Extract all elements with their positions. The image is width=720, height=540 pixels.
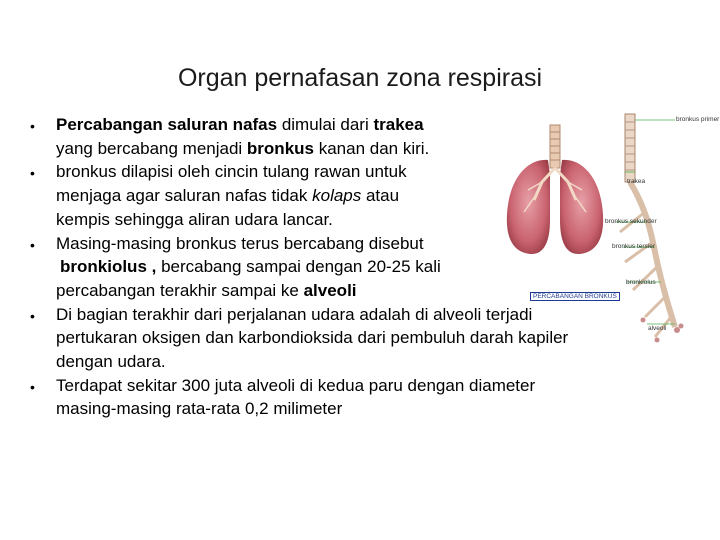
bullet-marker: •	[30, 307, 35, 324]
text-segment: Masing-masing bronkus terus bercabang disebut	[56, 233, 424, 253]
bullet-marker: •	[30, 378, 35, 395]
text-segment: Di bagian terakhir dari perjalanan udara adalah di alveoli terjadi	[56, 304, 533, 324]
text-segment: yang bercabang menjadi	[56, 138, 247, 158]
bullet-marker: •	[30, 118, 35, 134]
text-segment: dengan udara.	[56, 352, 166, 371]
text-segment: bronkus dilapisi oleh cincin tulang rawan untuk	[56, 162, 407, 182]
figure-caption: PERCABANGAN BRONKUS	[530, 292, 620, 301]
bullet-text-line	[56, 139, 429, 159]
bullet-text-line	[56, 328, 568, 348]
bullet-text-line	[56, 305, 532, 325]
figure-label-alveoli: alveoli	[648, 325, 667, 332]
text-segment: bronkiolus ,	[60, 257, 157, 277]
bullet-text-line	[56, 399, 342, 419]
text-segment: alveoli	[303, 280, 357, 300]
figure-label-bronkus-tersier: bronkus tersier	[612, 243, 655, 250]
lungs-illustration	[500, 120, 610, 260]
bullet-text-line	[56, 162, 407, 182]
text-segment: percabangan terakhir sampai ke	[56, 280, 304, 300]
figure-label-bronkus-primer: bronkus primer	[676, 116, 720, 123]
text-segment: bercabang sampai dengan 20-25 kali	[156, 257, 441, 277]
text-segment: masing-masing rata-rata 0,2 milimeter	[56, 399, 343, 419]
text-segment: kolaps	[312, 186, 362, 206]
bullet-text-line	[56, 352, 166, 372]
text-segment: pertukaran oksigen dan karbondioksida dari pembuluh darah kapiler	[56, 328, 569, 348]
text-segment: Percabangan saluran nafas	[56, 115, 278, 134]
bullet-text-line	[56, 115, 424, 135]
bullet-text-line	[60, 257, 441, 277]
text-segment: menjaga agar saluran nafas tidak	[56, 186, 313, 206]
text-segment: trakea	[373, 115, 424, 134]
bullet-marker: •	[30, 236, 35, 253]
slide-title: Organ pernafasan zona respirasi	[177, 64, 543, 92]
text-segment: kanan dan kiri.	[313, 138, 430, 158]
bullet-text-line	[56, 281, 357, 301]
figure-label-bronkus-sekunder: bronkus sekunder	[605, 218, 657, 225]
text-segment: kempis sehingga aliran udara lancar.	[56, 209, 333, 229]
bronchial-tree-illustration	[595, 112, 710, 347]
bullet-marker: •	[30, 165, 35, 182]
bullet-text-line	[56, 234, 424, 254]
text-segment: dimulai dari	[277, 115, 374, 134]
text-segment: bronkus	[246, 138, 314, 158]
figure-label-trakea: trakea	[627, 178, 646, 185]
text-segment: atau	[361, 186, 400, 206]
bullet-text-line	[56, 210, 333, 230]
bullet-text-line	[56, 376, 535, 396]
figure-label-bronkiolus: bronkiolus	[626, 279, 656, 286]
text-segment: Terdapat sekitar 300 juta alveoli di kedua paru dengan diameter	[56, 375, 536, 395]
bullet-text-line	[56, 186, 399, 206]
